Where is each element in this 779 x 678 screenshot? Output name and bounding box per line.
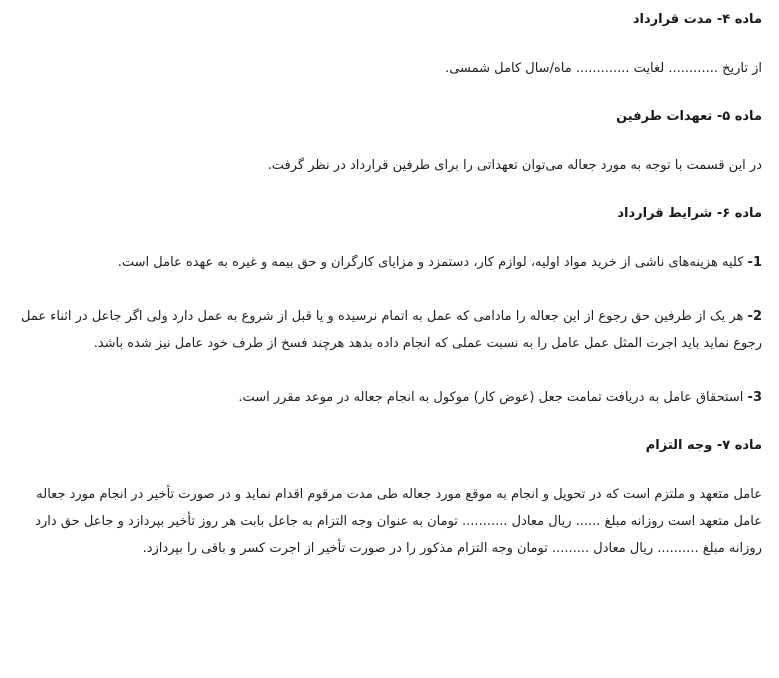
article-4-heading: ماده ۴- مدت قرارداد: [632, 12, 762, 27]
article-6-clause-3: [17, 384, 762, 411]
clause-text: هر یک از طرفین حق رجوع از این جعاله را مادامی که عمل به اتمام نرسیده و یا قبل از شروع به عمل دارد ولی اگر جاعل در اثناء عمل رجوع نماید باید اجرت المثل عمل عامل را به نسبت عملی که انجام داده بدهد هرچند فسخ از طرف خود عامل نیز شده باشد.: [21, 309, 762, 351]
clause-number: 1-: [747, 255, 762, 270]
clause-number: 3-: [747, 390, 762, 405]
clause-text: استحقاق عامل به دریافت تمامت جعل (عوض کار) موکول به انجام جعاله در موعد مقرر است.: [238, 390, 748, 405]
clause-text: کلیه هزینه‌های ناشی از خرید مواد اولیه، لوازم کار، دستمزد و مزایای کارگران و حق بیمه و غیره به عهده عامل است.: [117, 255, 748, 270]
article-7-heading: ماده ۷- وجه التزام: [645, 438, 762, 453]
article-7-text: عامل متعهد و ملتزم است که در تحویل و انجام به موقع مورد جعاله طی مدت مرقوم اقدام نماید و در صورت تأخیر در انجام مورد جعاله عامل متعهد است روزانه مبلغ ...... ریال معادل ........... تومان به عنوان وجه التزام به جاعل بابت هر روز تأخیر بپردازد و جاعل حق دارد روزانه مبلغ .......... ریال معادل ......... تومان وجه التزام مذکور را در صورت تأخیر از اجرت کسر و باقی را بپردازد.: [35, 487, 762, 556]
article-5-heading: ماده ۵- تعهدات طرفین: [616, 109, 762, 124]
clause-number: 2-: [747, 309, 762, 324]
article-4-text: از تاریخ ............ لغایت ............. ماه/سال کامل شمسی.: [445, 61, 762, 76]
article-6-clause-1: [17, 249, 762, 276]
article-5-text: در این قسمت با توجه به مورد جعاله می‌توان تعهداتی را برای طرفین قرارداد در نظر گرفت.: [267, 158, 762, 173]
article-6-heading: ماده ۶- شرایط قرارداد: [617, 206, 762, 221]
article-6-clause-2: [17, 303, 762, 357]
